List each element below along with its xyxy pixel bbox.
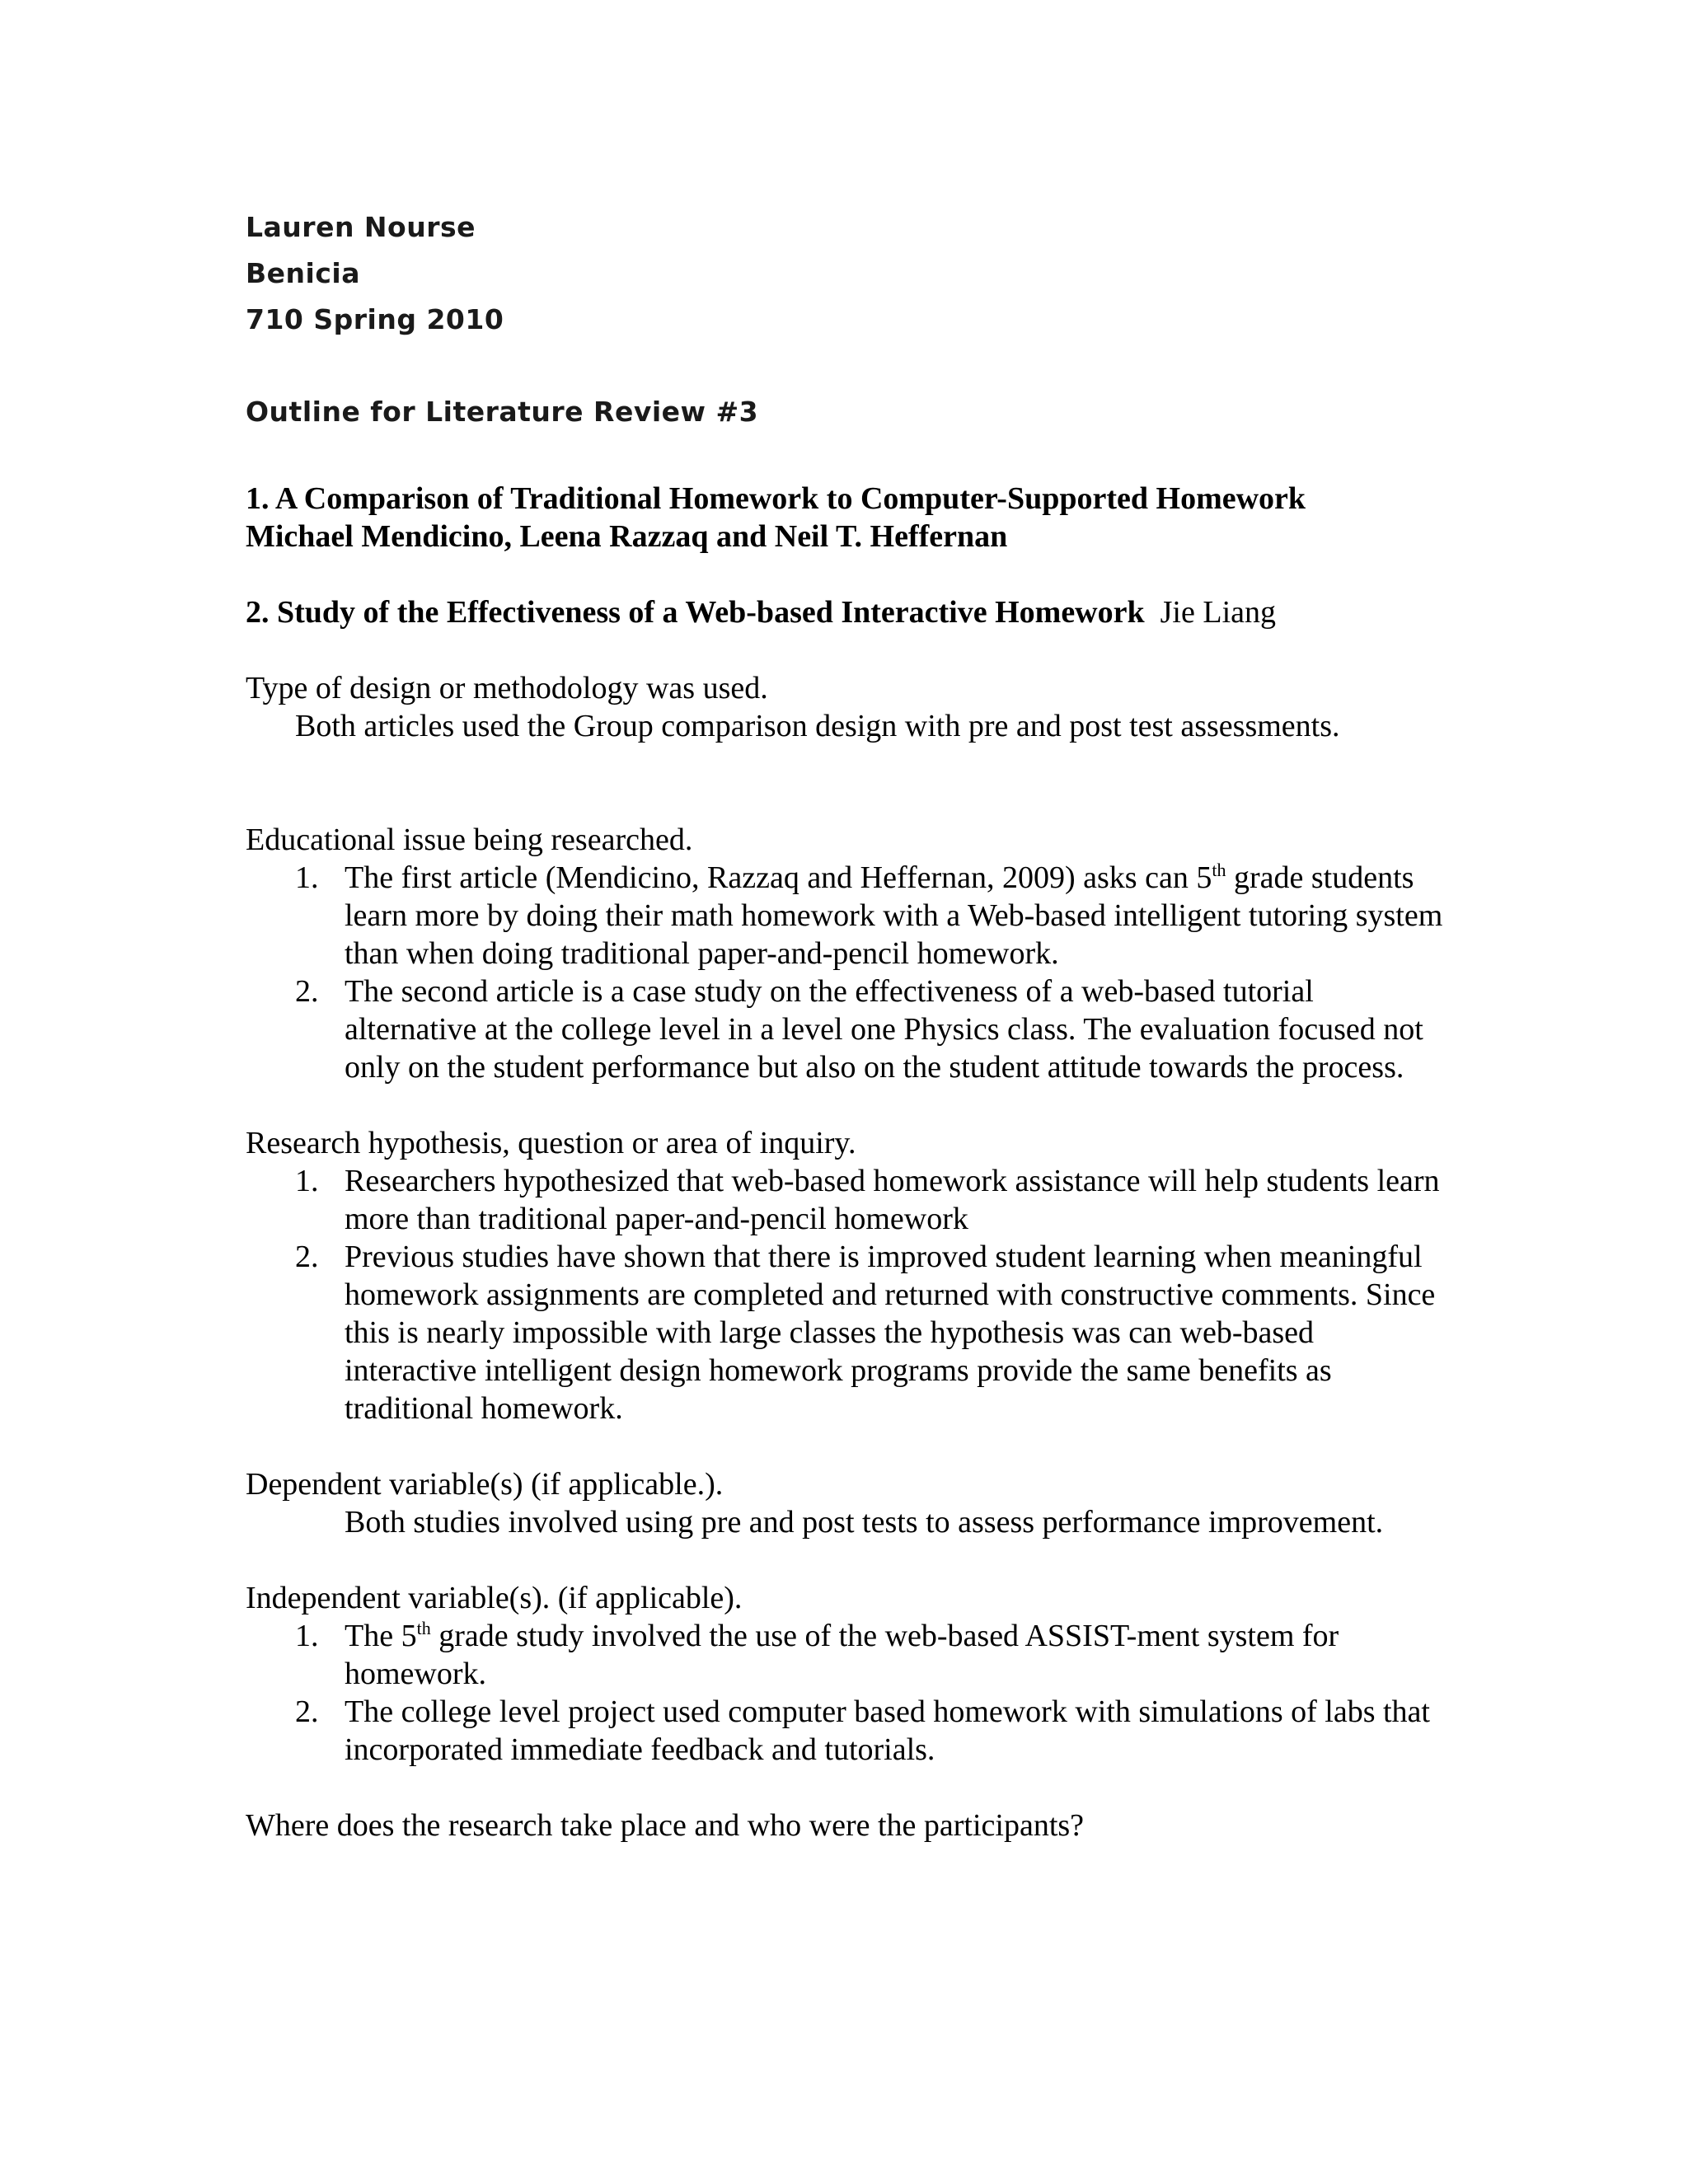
outline-title: Outline for Literature Review #3	[246, 396, 759, 428]
article-one	[246, 480, 1449, 555]
list-item	[246, 1693, 1449, 1769]
author-name: Lauren Nourse	[246, 211, 476, 243]
document-header	[246, 204, 1449, 435]
list-item-number: 2.	[295, 1694, 319, 1729]
article-two-title: 2. Study of the Effectiveness of a Web-based Interactive Homework	[246, 595, 1145, 630]
list-item-text: The college level project used computer based homework with simulations of labs that incorporated immediate feedback and tutorials.	[345, 1694, 1430, 1767]
list-item	[246, 1617, 1449, 1693]
article-one-authors: Michael Mendicino, Leena Razzaq and Neil T. Heffernan	[246, 519, 1008, 554]
list-item-number: 2.	[295, 974, 319, 1009]
list-item-text: The first article (Mendicino, Razzaq and Heffernan, 2009) asks can 5	[345, 860, 1212, 895]
design-section-label: Type of design or methodology was used.	[246, 671, 768, 705]
list-item-text-cont: grade study involved the use of the web-based ASSIST-ment system for homework.	[345, 1619, 1339, 1691]
location-section-label: Where does the research take place and who were the participants?	[246, 1808, 1085, 1843]
design-section-text: Both articles used the Group comparison design with pre and post test assessments.	[295, 709, 1340, 743]
dependent-section-text: Both studies involved using pre and post tests to assess performance improvement.	[345, 1505, 1384, 1540]
issue-section-label: Educational issue being researched.	[246, 823, 693, 857]
list-item-number: 1.	[295, 1164, 319, 1198]
issue-list	[246, 859, 1449, 1086]
independent-list	[246, 1617, 1449, 1769]
independent-section-label: Independent variable(s). (if applicable).	[246, 1581, 743, 1615]
list-item-number: 1.	[295, 1619, 319, 1653]
author-location: Benicia	[246, 257, 360, 289]
list-item-number: 1.	[295, 860, 319, 895]
list-item	[246, 859, 1449, 972]
list-item	[246, 1238, 1449, 1427]
hypothesis-list	[246, 1162, 1449, 1427]
document-body	[246, 204, 1449, 1844]
list-item-text: Previous studies have shown that there is improved student learning when meaningful homework assignments are completed and returned with constructive comments. Since this is nearly impossible with large classes the hypothesis was can web-based interactive intelligent design homework programs provide the same benefits as traditional homework.	[345, 1240, 1436, 1426]
list-item-text: Researchers hypothesized that web-based homework assistance will help students learn more than traditional paper-and-pencil homework	[345, 1164, 1440, 1236]
ordinal-suffix: th	[416, 1618, 431, 1638]
hypothesis-section-label: Research hypothesis, question or area of inquiry.	[246, 1126, 856, 1160]
list-item-text: The second article is a case study on the effectiveness of a web-based tutorial alternative at the college level in a level one Physics class. The evaluation focused not only on the student performance but also on the student attitude towards the process.	[345, 974, 1423, 1085]
list-item-text-cont: grade students learn more by doing their math homework with a Web-based intelligent tutoring system than when doing traditional paper-and-pencil homework.	[345, 860, 1443, 971]
ordinal-suffix: th	[1212, 860, 1226, 880]
article-two-authors: Jie Liang	[1160, 595, 1276, 630]
dependent-section-label: Dependent variable(s) (if applicable.).	[246, 1467, 724, 1502]
article-one-title: 1. A Comparison of Traditional Homework to Computer-Supported Homework	[246, 481, 1306, 516]
list-item-text: The 5	[345, 1619, 417, 1653]
list-item-number: 2.	[295, 1240, 319, 1274]
list-item	[246, 1162, 1449, 1238]
list-item	[246, 972, 1449, 1086]
course-term: 710 Spring 2010	[246, 303, 504, 335]
article-two	[246, 593, 1449, 631]
